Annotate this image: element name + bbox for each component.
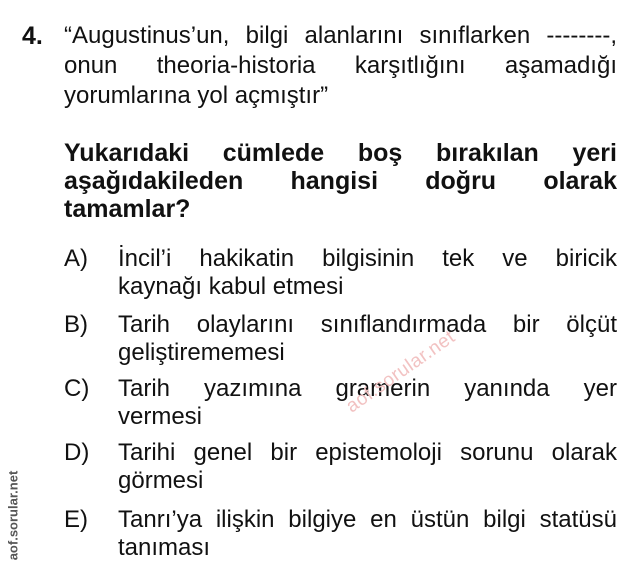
option-letter: A) — [64, 245, 88, 272]
option-text: Tarihi genel bir epistemoloji sorunu olarak — [118, 439, 617, 466]
prompt-line: aşağıdakileden hangisi doğru olarak — [64, 167, 617, 195]
option-letter: B) — [64, 311, 88, 338]
option-text: görmesi — [118, 467, 204, 494]
prompt-line: tamamlar? — [64, 195, 191, 223]
option-text: tanıması — [118, 534, 211, 561]
question-number: 4. — [22, 22, 43, 50]
watermark-center: aof.sorular.net — [342, 326, 460, 418]
option-text: kaynağı kabul etmesi — [118, 273, 344, 300]
option-text: vermesi — [118, 403, 203, 430]
option-text: Tarih olaylarını sınıflandırmada bir ölçüt — [118, 311, 617, 338]
option-text: Tanrı’ya ilişkin bilgiye en üstün bilgi statüsü — [118, 506, 617, 533]
stem-line: onun theoria-historia karşıtlığını aşamadığı — [64, 52, 617, 79]
option-text: Tarih yazımına gramerin yanında yer — [118, 375, 617, 402]
option-text: geliştirememesi — [118, 339, 285, 366]
stem-line: “Augustinus’un, bilgi alanlarını sınıflarken --------, — [64, 22, 617, 49]
option-letter: E) — [64, 506, 88, 533]
option-text: İncil’i hakikatin bilgisinin tek ve biricik — [118, 245, 617, 272]
watermark-side: aof.sorular.net — [5, 470, 21, 561]
stem-line: yorumlarına yol açmıştır” — [64, 82, 329, 109]
prompt-line: Yukarıdaki cümlede boş bırakılan yeri — [64, 139, 617, 167]
option-letter: C) — [64, 375, 90, 402]
option-letter: D) — [64, 439, 90, 466]
